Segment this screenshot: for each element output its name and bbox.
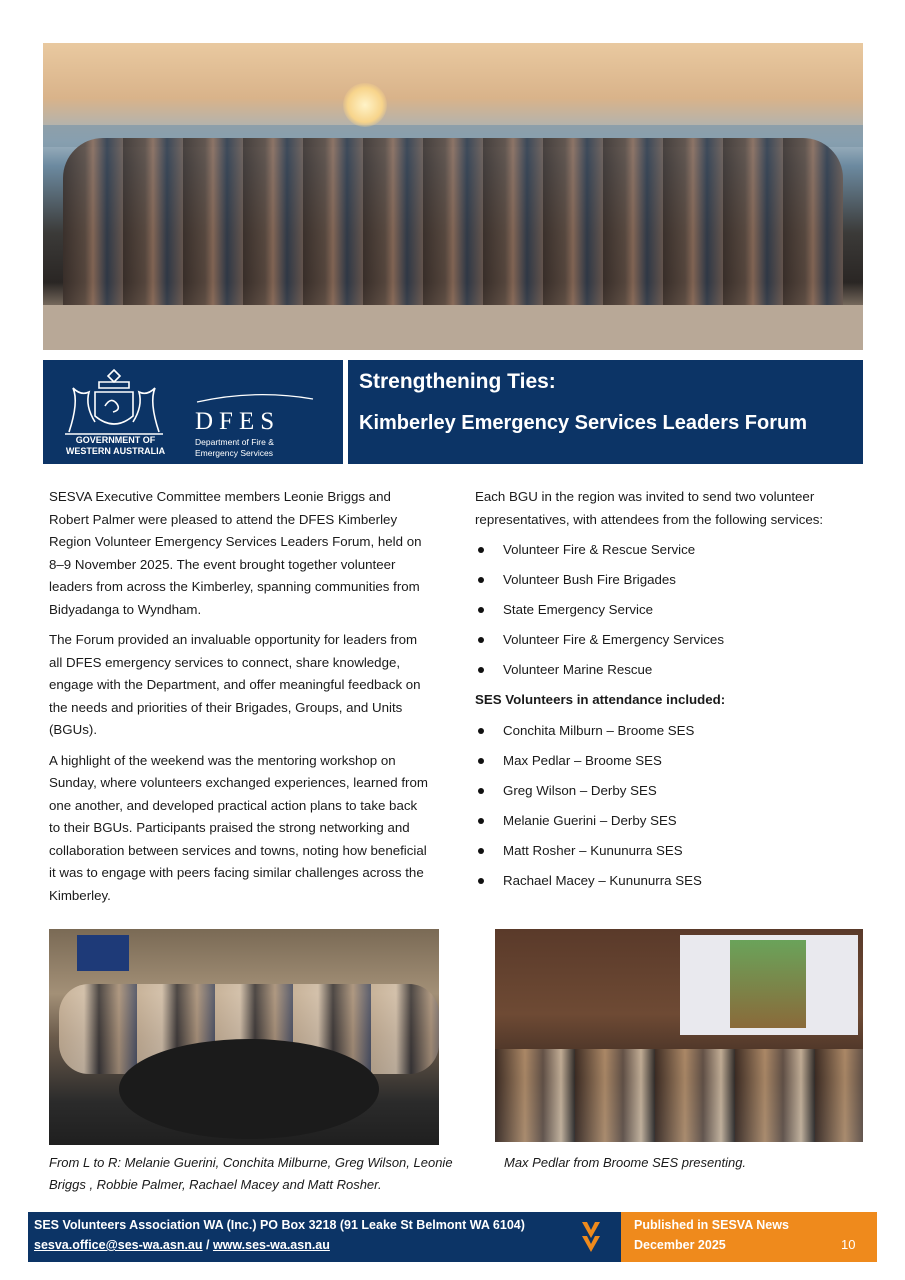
dfes-swoosh-icon bbox=[195, 393, 315, 403]
dinner-table-photo bbox=[49, 929, 439, 1145]
list-item: Greg Wilson – Derby SES bbox=[475, 780, 865, 803]
article-column-right bbox=[475, 486, 865, 900]
dfes-name-line1: Department of Fire & bbox=[195, 437, 274, 447]
services-list bbox=[475, 539, 865, 682]
website-link[interactable]: www.ses-wa.asn.au bbox=[212, 1238, 330, 1252]
list-item: Melanie Guerini – Derby SES bbox=[475, 810, 865, 833]
list-item: Max Pedlar – Broome SES bbox=[475, 750, 865, 773]
photo-caption-right: Max Pedlar from Broome SES presenting. bbox=[504, 1155, 747, 1170]
paragraph: SESVA Executive Committee members Leonie Briggs and Robert Palmer were pleased to attend the DFES Kimberley Region Volunteer Emergency Services Leaders Forum, held on 8–9 November 2025. The event brought together volunteer leaders from across the Kimberley, spanning communities from Bidyadanga to Wyndham. bbox=[49, 489, 422, 617]
paragraph: Each BGU in the region was invited to send two volunteer representatives, with attendees from the following services: bbox=[475, 489, 824, 527]
list-item: Matt Rosher – Kununurra SES bbox=[475, 840, 865, 863]
attendees-heading: SES Volunteers in attendance included: bbox=[475, 692, 726, 707]
list-item: Rachael Macey – Kununurra SES bbox=[475, 870, 865, 893]
attendees-list bbox=[475, 720, 865, 893]
wa-government-crest-icon bbox=[55, 366, 173, 438]
published-label: Published in SESVA News bbox=[634, 1218, 789, 1232]
photo-caption-left: From L to R: Melanie Guerini, Conchita Milburne, Greg Wilson, Leonie Briggs , Robbie Palmer, Rachael Macey and Matt Rosher. bbox=[49, 1155, 453, 1192]
dfes-name-line2: Emergency Services bbox=[195, 448, 273, 458]
list-item: Volunteer Fire & Rescue Service bbox=[475, 539, 865, 562]
dfes-acronym: DFES bbox=[195, 408, 281, 435]
list-item: Volunteer Marine Rescue bbox=[475, 659, 865, 682]
article-title-banner bbox=[348, 360, 863, 464]
link-separator: / bbox=[202, 1238, 213, 1252]
presentation-photo bbox=[495, 929, 863, 1142]
list-item: Volunteer Fire & Emergency Services bbox=[475, 629, 865, 652]
paragraph: A highlight of the weekend was the mentoring workshop on Sunday, where volunteers exchanged experiences, learned from one another, and developed practical action plans to take back to their BGUs. Participants praised the strong networking and collaboration between services and towns, noting how beneficial it was to engage with peers facing similar challenges across the Kimberley. bbox=[49, 752, 428, 903]
footer-org-address: SES Volunteers Association WA (Inc.) PO Box 3218 (91 Leake St Belmont WA 6104) bbox=[34, 1218, 525, 1232]
logo-banner bbox=[43, 360, 343, 464]
footer-links bbox=[34, 1238, 330, 1252]
publication-date: December 2025 bbox=[634, 1238, 726, 1252]
list-item: State Emergency Service bbox=[475, 599, 865, 622]
footer-contact bbox=[28, 1212, 621, 1262]
article-title: Strengthening Ties: bbox=[359, 370, 556, 393]
page-number: 10 bbox=[841, 1237, 856, 1252]
list-item: Conchita Milburn – Broome SES bbox=[475, 720, 865, 743]
footer-publication bbox=[621, 1212, 877, 1262]
dfes-logo bbox=[195, 390, 315, 458]
article-subtitle: Kimberley Emergency Services Leaders Forum bbox=[359, 412, 807, 434]
list-item: Volunteer Bush Fire Brigades bbox=[475, 569, 865, 592]
government-label: GOVERNMENT OF WESTERN AUSTRALIA bbox=[65, 435, 166, 456]
email-link[interactable]: sesva.office@ses-wa.asn.au bbox=[34, 1238, 203, 1252]
hero-group-photo bbox=[43, 43, 863, 350]
paragraph: The Forum provided an invaluable opportunity for leaders from all DFES emergency services to connect, share knowledge, engage with the Department, and offer meaningful feedback on the needs and priorities of their Brigades, Groups, and Units (BGUs). bbox=[49, 632, 421, 737]
article-column-left bbox=[49, 486, 429, 915]
sesva-logo-icon bbox=[580, 1220, 602, 1254]
